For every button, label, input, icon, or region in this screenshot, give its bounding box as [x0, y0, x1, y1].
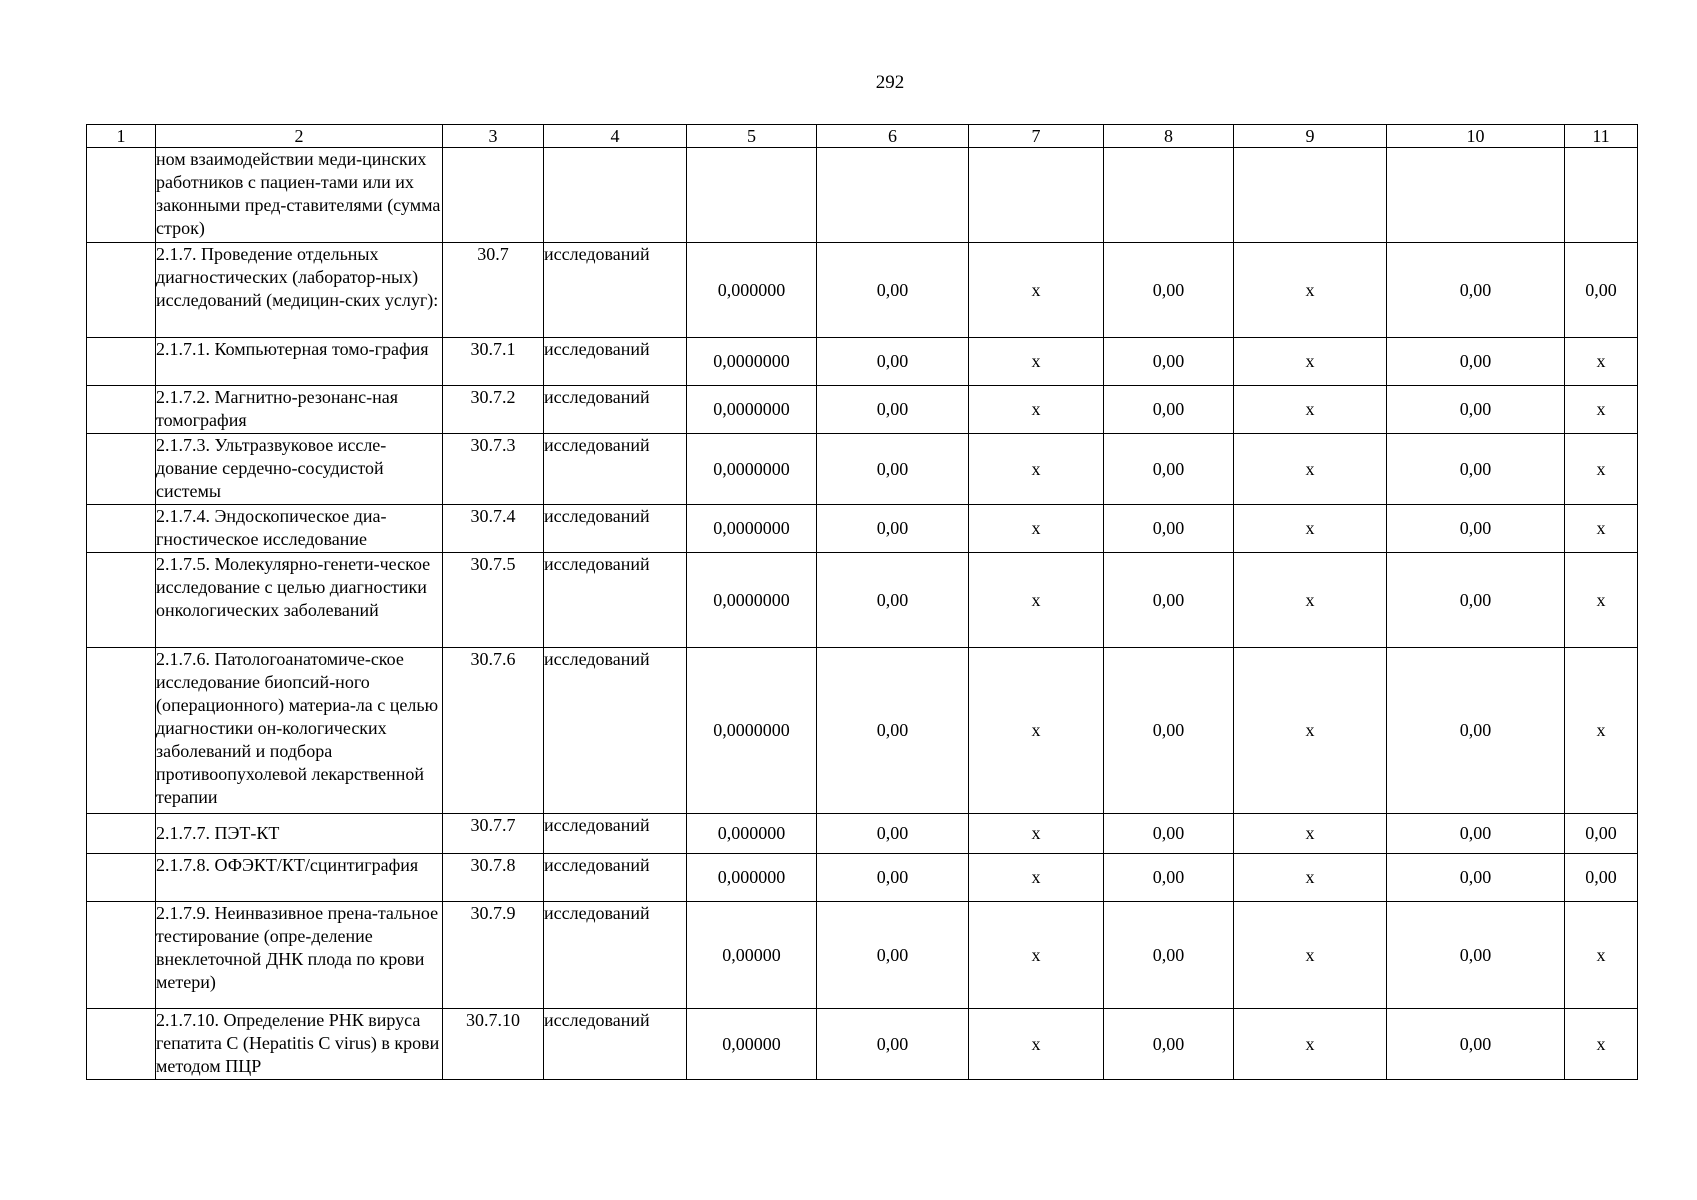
- cell-col5: 0,0000000: [687, 505, 817, 553]
- cell-col9: х: [1234, 1009, 1387, 1080]
- table-row: [87, 814, 1638, 854]
- column-number-row: [87, 125, 1638, 148]
- cell-col6: 0,00: [817, 434, 969, 505]
- cell-col7: х: [969, 434, 1104, 505]
- table-row: [87, 1009, 1638, 1080]
- cell-col10: 0,00: [1387, 814, 1565, 854]
- cell-index: [87, 434, 156, 505]
- cell-col6: 0,00: [817, 648, 969, 814]
- cell-col5: 0,000000: [687, 854, 817, 902]
- cell-col8: [1104, 148, 1234, 243]
- cell-col10: [1387, 148, 1565, 243]
- cell-row-code: 30.7.10: [443, 1009, 544, 1080]
- cell-row-code: 30.7.7: [443, 814, 544, 854]
- cell-unit: исследований: [544, 553, 687, 648]
- cell-unit: исследований: [544, 505, 687, 553]
- cell-col11: 0,00: [1565, 814, 1638, 854]
- cell-col10: 0,00: [1387, 434, 1565, 505]
- cell-col9: х: [1234, 434, 1387, 505]
- cell-col10: 0,00: [1387, 648, 1565, 814]
- cell-col8: 0,00: [1104, 434, 1234, 505]
- cell-col6: 0,00: [817, 1009, 969, 1080]
- cell-indicator-name: 2.1.7.9. Неинвазивное прена-тальное тестирование (опре-деление внеклеточной ДНК плода по крови метери): [156, 902, 443, 1009]
- cell-col11: х: [1565, 505, 1638, 553]
- cell-col9: х: [1234, 854, 1387, 902]
- cell-col8: 0,00: [1104, 854, 1234, 902]
- cell-col9: х: [1234, 902, 1387, 1009]
- cell-col7: х: [969, 814, 1104, 854]
- cell-unit: исследований: [544, 1009, 687, 1080]
- cell-row-code: [443, 148, 544, 243]
- table-row: [87, 553, 1638, 648]
- cell-unit: исследований: [544, 434, 687, 505]
- column-number: 9: [1234, 125, 1387, 148]
- cell-col9: х: [1234, 338, 1387, 386]
- cell-col5: 0,0000000: [687, 553, 817, 648]
- cell-indicator-name: 2.1.7.8. ОФЭКТ/КТ/сцинтиграфия: [156, 854, 443, 902]
- cell-index: [87, 386, 156, 434]
- cell-col10: 0,00: [1387, 854, 1565, 902]
- cell-col6: 0,00: [817, 902, 969, 1009]
- cell-unit: исследований: [544, 902, 687, 1009]
- cell-unit: исследований: [544, 243, 687, 338]
- cell-unit: исследований: [544, 386, 687, 434]
- cell-unit: исследований: [544, 648, 687, 814]
- cell-unit: [544, 148, 687, 243]
- cell-row-code: 30.7: [443, 243, 544, 338]
- cell-index: [87, 338, 156, 386]
- cell-index: [87, 148, 156, 243]
- table-row: [87, 148, 1638, 243]
- cell-col5: 0,0000000: [687, 338, 817, 386]
- column-number: 3: [443, 125, 544, 148]
- cell-col8: 0,00: [1104, 902, 1234, 1009]
- cell-col5: 0,0000000: [687, 434, 817, 505]
- cell-col6: 0,00: [817, 243, 969, 338]
- table-row: [87, 338, 1638, 386]
- cell-col10: 0,00: [1387, 1009, 1565, 1080]
- table-row: [87, 902, 1638, 1009]
- cell-col8: 0,00: [1104, 505, 1234, 553]
- column-number: 11: [1565, 125, 1638, 148]
- cell-index: [87, 648, 156, 814]
- cell-col11: х: [1565, 902, 1638, 1009]
- cell-row-code: 30.7.2: [443, 386, 544, 434]
- cell-indicator-name: 2.1.7.10. Определение РНК вируса гепатита С (Hepatitis C virus) в крови методом ПЦР: [156, 1009, 443, 1080]
- cell-col11: х: [1565, 434, 1638, 505]
- column-number: 5: [687, 125, 817, 148]
- data-table: [86, 124, 1638, 1080]
- cell-col8: 0,00: [1104, 814, 1234, 854]
- cell-unit: исследований: [544, 854, 687, 902]
- cell-index: [87, 902, 156, 1009]
- cell-col5: 0,00000: [687, 1009, 817, 1080]
- cell-indicator-name: 2.1.7.6. Патологоанатомиче-ское исследование биопсий-ного (операционного) материа-ла с целью диагностики он-кологических заболеваний и подбора противоопухолевой лекарственной терапии: [156, 648, 443, 814]
- cell-col5: 0,0000000: [687, 386, 817, 434]
- page-number: 292: [875, 72, 905, 93]
- cell-col9: х: [1234, 648, 1387, 814]
- cell-col6: 0,00: [817, 814, 969, 854]
- cell-col5: 0,00000: [687, 902, 817, 1009]
- cell-col5: 0,000000: [687, 243, 817, 338]
- cell-col8: 0,00: [1104, 553, 1234, 648]
- cell-unit: исследований: [544, 814, 687, 854]
- cell-col5: [687, 148, 817, 243]
- cell-col7: х: [969, 902, 1104, 1009]
- cell-index: [87, 553, 156, 648]
- cell-col8: 0,00: [1104, 243, 1234, 338]
- cell-index: [87, 854, 156, 902]
- cell-col9: х: [1234, 505, 1387, 553]
- cell-col11: х: [1565, 648, 1638, 814]
- cell-col8: 0,00: [1104, 648, 1234, 814]
- cell-col7: х: [969, 648, 1104, 814]
- column-number: 1: [87, 125, 156, 148]
- cell-col7: х: [969, 553, 1104, 648]
- cell-col8: 0,00: [1104, 338, 1234, 386]
- cell-indicator-name: ном взаимодействии меди-цинских работников с пациен-тами или их законными пред-ставителями (сумма строк): [156, 148, 443, 243]
- table-row: [87, 243, 1638, 338]
- cell-indicator-name: 2.1.7.7. ПЭТ-КТ: [156, 814, 443, 854]
- cell-col7: х: [969, 854, 1104, 902]
- table-row: [87, 648, 1638, 814]
- cell-col11: 0,00: [1565, 854, 1638, 902]
- cell-col9: х: [1234, 243, 1387, 338]
- cell-col7: х: [969, 505, 1104, 553]
- cell-row-code: 30.7.5: [443, 553, 544, 648]
- cell-index: [87, 243, 156, 338]
- cell-col6: [817, 148, 969, 243]
- cell-row-code: 30.7.8: [443, 854, 544, 902]
- cell-indicator-name: 2.1.7.2. Магнитно-резонанс-ная томография: [156, 386, 443, 434]
- cell-col6: 0,00: [817, 386, 969, 434]
- cell-col11: х: [1565, 553, 1638, 648]
- column-number: 10: [1387, 125, 1565, 148]
- cell-col5: 0,000000: [687, 814, 817, 854]
- cell-col11: [1565, 148, 1638, 243]
- cell-col10: 0,00: [1387, 505, 1565, 553]
- column-number: 8: [1104, 125, 1234, 148]
- column-number: 2: [156, 125, 443, 148]
- cell-col9: х: [1234, 386, 1387, 434]
- column-number: 7: [969, 125, 1104, 148]
- cell-col8: 0,00: [1104, 1009, 1234, 1080]
- cell-col6: 0,00: [817, 553, 969, 648]
- cell-col11: х: [1565, 338, 1638, 386]
- cell-col9: х: [1234, 553, 1387, 648]
- cell-row-code: 30.7.6: [443, 648, 544, 814]
- cell-index: [87, 814, 156, 854]
- cell-col6: 0,00: [817, 505, 969, 553]
- cell-col7: х: [969, 338, 1104, 386]
- table-row: [87, 854, 1638, 902]
- cell-row-code: 30.7.4: [443, 505, 544, 553]
- cell-indicator-name: 2.1.7. Проведение отдельных диагностических (лаборатор-ных) исследований (медицин-ских услуг):: [156, 243, 443, 338]
- cell-col7: х: [969, 243, 1104, 338]
- cell-col8: 0,00: [1104, 386, 1234, 434]
- cell-col11: 0,00: [1565, 243, 1638, 338]
- cell-col10: 0,00: [1387, 553, 1565, 648]
- cell-col10: 0,00: [1387, 386, 1565, 434]
- cell-index: [87, 1009, 156, 1080]
- cell-col6: 0,00: [817, 854, 969, 902]
- table-row: [87, 434, 1638, 505]
- cell-col7: х: [969, 386, 1104, 434]
- table-row: [87, 386, 1638, 434]
- cell-unit: исследований: [544, 338, 687, 386]
- cell-row-code: 30.7.1: [443, 338, 544, 386]
- cell-indicator-name: 2.1.7.1. Компьютерная томо-графия: [156, 338, 443, 386]
- cell-col10: 0,00: [1387, 338, 1565, 386]
- column-number: 6: [817, 125, 969, 148]
- cell-col6: 0,00: [817, 338, 969, 386]
- cell-row-code: 30.7.3: [443, 434, 544, 505]
- cell-col9: [1234, 148, 1387, 243]
- cell-col11: х: [1565, 386, 1638, 434]
- cell-col11: х: [1565, 1009, 1638, 1080]
- cell-row-code: 30.7.9: [443, 902, 544, 1009]
- table-row: [87, 505, 1638, 553]
- cell-indicator-name: 2.1.7.3. Ультразвуковое иссле-дование сердечно-сосудистой системы: [156, 434, 443, 505]
- cell-col10: 0,00: [1387, 243, 1565, 338]
- cell-indicator-name: 2.1.7.5. Молекулярно-генети-ческое исследование с целью диагностики онкологических заболеваний: [156, 553, 443, 648]
- cell-col9: х: [1234, 814, 1387, 854]
- cell-col10: 0,00: [1387, 902, 1565, 1009]
- cell-index: [87, 505, 156, 553]
- cell-col7: [969, 148, 1104, 243]
- cell-indicator-name: 2.1.7.4. Эндоскопическое диа-гностическое исследование: [156, 505, 443, 553]
- cell-col7: х: [969, 1009, 1104, 1080]
- cell-col5: 0,0000000: [687, 648, 817, 814]
- column-number: 4: [544, 125, 687, 148]
